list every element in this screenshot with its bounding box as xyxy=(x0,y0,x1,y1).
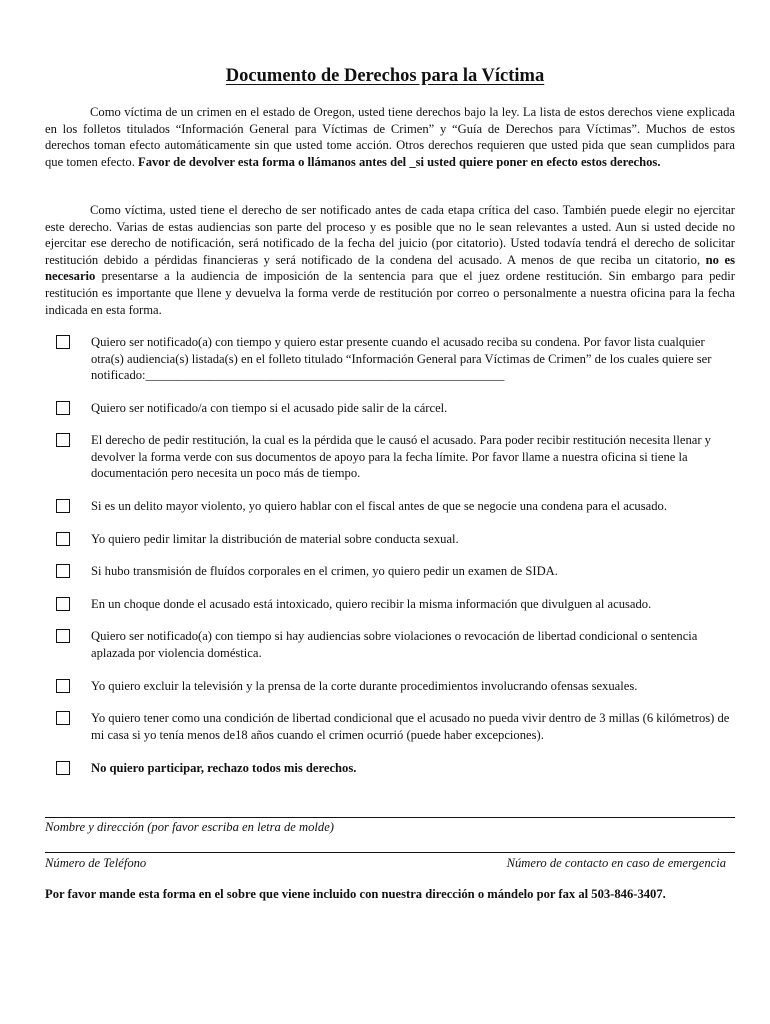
notification-paragraph xyxy=(45,202,735,318)
checkbox-hiv-test[interactable] xyxy=(56,564,70,578)
document-title: Documento de Derechos para la Víctima xyxy=(225,66,545,86)
option-label: Quiero ser notificado(a) con tiempo y quiero estar presente cuando el acusado reciba su condena. Por favor lista cualquier otra(s) audiencia(s) listada(s) en el folleto titulado “Información General para Víctimas de Crimen” de los cuales quiere ser notificado:_________________________________________________________ xyxy=(91,335,712,383)
intro-paragraph xyxy=(45,104,735,170)
phone-label: Número de Teléfono xyxy=(45,856,147,870)
notification-text-after: presentarse a la audiencia de imposición de la sentencia para que el juez ordene restitución. Sin embargo para pedir restitución es importante que llene y devuelva la forma verde de restitución por correo o personalmente a nuestra oficina para la fecha indicada en esta forma. xyxy=(45,269,735,317)
checkbox-restitution[interactable] xyxy=(56,433,70,447)
checkbox-release-notice[interactable] xyxy=(56,401,70,415)
checkbox-decline-rights[interactable] xyxy=(56,761,70,775)
option-label: En un choque donde el acusado está intoxicado, quiero recibir la misma información que divulguen al acusado. xyxy=(91,597,652,611)
checkbox-residence-restriction[interactable] xyxy=(56,711,70,725)
name-address-line[interactable] xyxy=(45,817,735,818)
checkbox-dui-information[interactable] xyxy=(56,597,70,611)
name-address-label: Nombre y dirección (por favor escriba en letra de molde) xyxy=(45,820,335,834)
notification-bold-text: no es necesario xyxy=(45,252,735,284)
checkbox-attend-sentencing[interactable] xyxy=(56,335,70,349)
checkbox-exclude-press[interactable] xyxy=(56,679,70,693)
option-label: Quiero ser notificado/a con tiempo si el acusado pide salir de la cárcel. xyxy=(91,401,448,415)
option-label: Si es un delito mayor violento, yo quiero hablar con el fiscal antes de que se negocie una condena para el acusado. xyxy=(91,499,667,513)
emergency-contact-label: Número de contacto en caso de emergencia xyxy=(506,856,726,870)
option-label: Yo quiero pedir limitar la distribución de material sobre conducta sexual. xyxy=(91,532,459,546)
notification-text-before: Como víctima, usted tiene el derecho de ser notificado antes de cada etapa crítica del caso. También puede elegir no ejercitar este derecho. Varias de estas audiencias son parte del proceso y es posible que no le sean relevantes a usted. Aun si usted decide no ejercitar ese derecho de notificación, será notificado de la fecha del juicio (por citatorio). Usted todavía tendrá el derecho de solicitar restitución debido a pérdidas financieras y será notificado de la condena del acusado. A menos de que reciba un citatorio, xyxy=(45,203,735,267)
option-label: Si hubo transmisión de fluídos corporales en el crimen, yo quiero pedir un examen de SIDA. xyxy=(91,564,558,578)
option-label: Yo quiero tener como una condición de libertad condicional que el acusado no pueda vivir dentro de 3 millas (6 kilómetros) de mi casa si yo tenía menos de18 años cuando el crimen ocurrió (puede haber excepciones). xyxy=(91,711,730,742)
footer-instructions: Por favor mande esta forma en el sobre que viene incluido con nuestra dirección o mándelo por fax al 503-846-3407. xyxy=(45,887,666,901)
option-label: Quiero ser notificado(a) con tiempo si hay audiencias sobre violaciones o revocación de libertad condicional o sentencia aplazada por violencia doméstica. xyxy=(91,629,698,660)
option-label: El derecho de pedir restitución, la cual es la pérdida que le causó el acusado. Para poder recibir restitución necesita llenar y devolver la forma verde con sus documentos de apoyo para la fecha límite. Por favor llame a nuestra oficina si tiene la documentación pero necesita un poco más de tiempo. xyxy=(91,433,711,481)
option-label: No quiero participar, rechazo todos mis derechos. xyxy=(91,761,357,775)
checkbox-probation-hearings[interactable] xyxy=(56,629,70,643)
phone-line[interactable] xyxy=(45,852,735,853)
intro-text: Como víctima de un crimen en el estado de Oregon, usted tiene derechos bajo la ley. La lista de estos derechos viene explicada en los folletos titulados “Información General para Víctimas de Crimen” y “Guía de Derechos para Víctimas”. Muchos de estos derechos toman efecto automáticamente sin que usted tome acción. Otros derechos requieren que usted pida que sean cumplidos para que tomen efecto. xyxy=(45,105,735,169)
checkbox-limit-material[interactable] xyxy=(56,532,70,546)
option-label: Yo quiero excluir la televisión y la prensa de la corte durante procedimientos involucrando ofensas sexuales. xyxy=(91,679,638,693)
checkbox-talk-prosecutor[interactable] xyxy=(56,499,70,513)
intro-bold-text: Favor de devolver esta forma o llámanos antes del _si usted quiere poner en efecto estos derechos. xyxy=(138,154,661,169)
